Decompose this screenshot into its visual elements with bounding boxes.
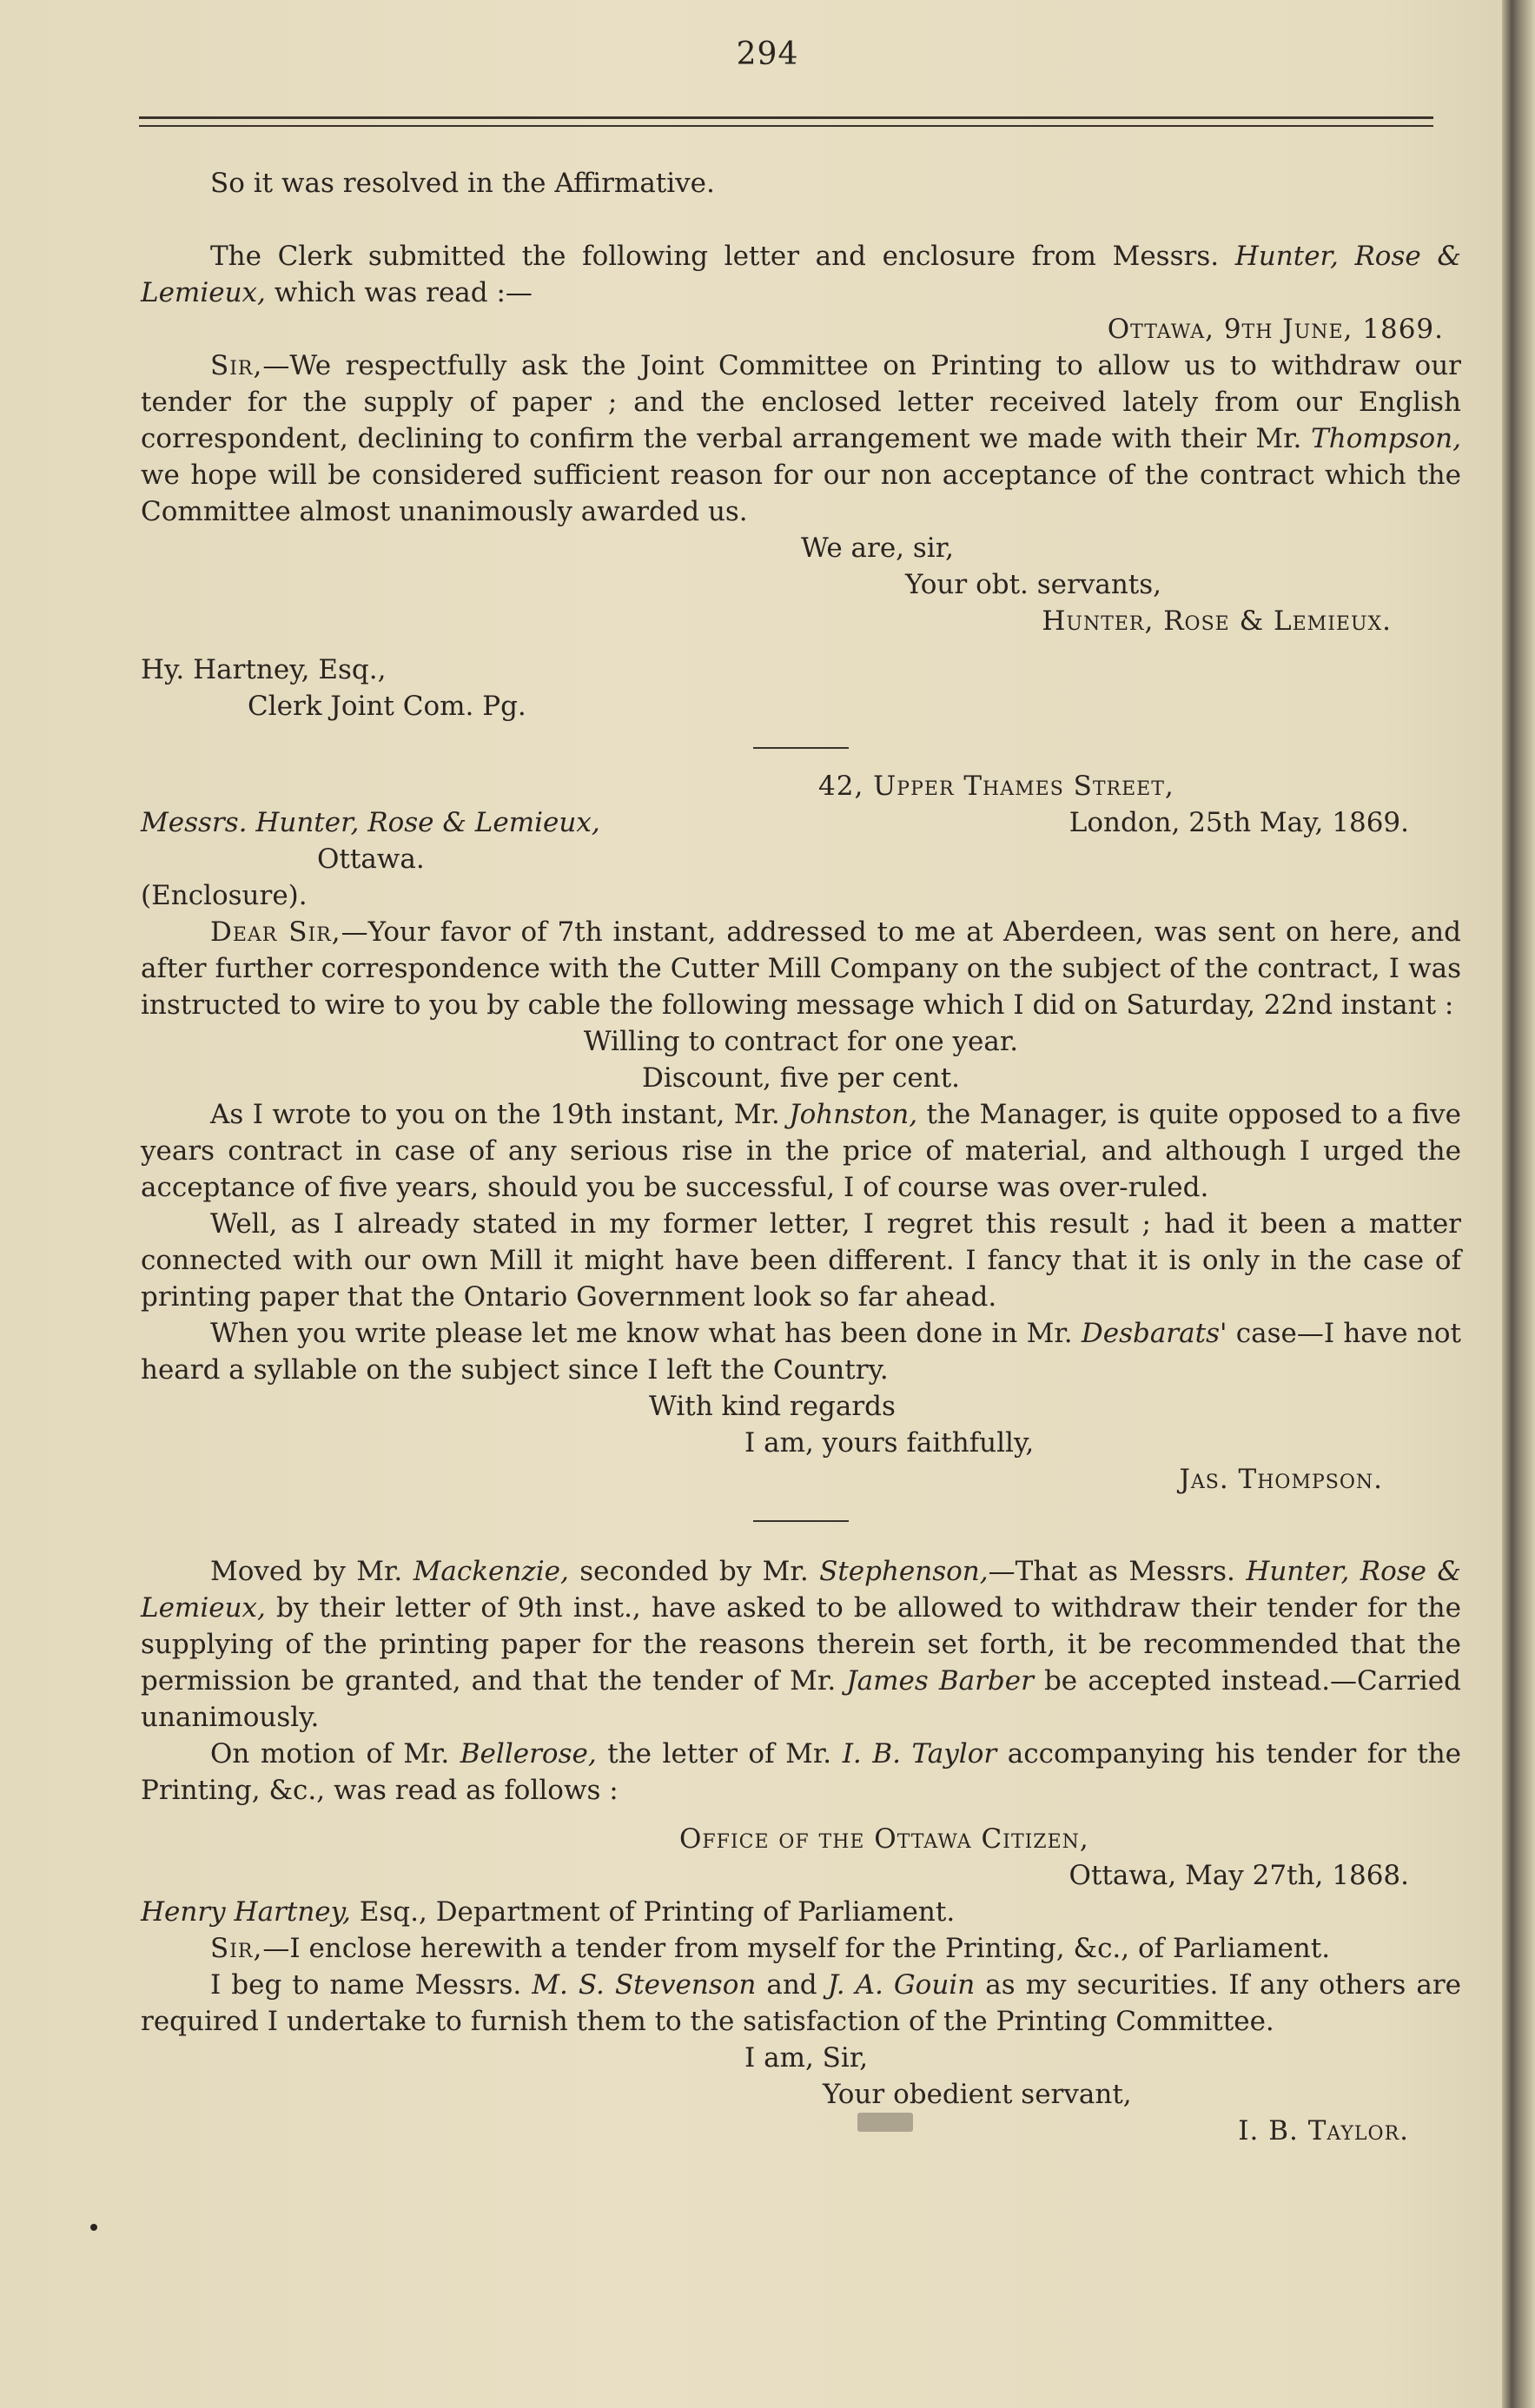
header-rule xyxy=(139,116,1433,119)
page-body xyxy=(141,165,1461,2149)
letter1-addressee-title: Clerk Joint Com. Pg. xyxy=(248,691,526,722)
letter1-addressee: Hy. Hartney, Esq., xyxy=(141,654,387,685)
letter1-signature: Hunter, Rose & Lemieux. xyxy=(1042,605,1392,637)
enclosure-closing-2: I am, yours faithfully, xyxy=(744,1427,1035,1459)
office-date: Ottawa, May 27th, 1868. xyxy=(1069,1860,1409,1891)
clerk-intro: The Clerk submitted the following letter and enclosure from Messrs. Hunter, Rose & Lemieux, which was read :— xyxy=(141,241,1462,308)
taylor-addressee: Henry Hartney, Esq., Department of Printing of Parliament. xyxy=(141,1896,956,1928)
enclosure-paragraph-4: When you write please let me know what has been done in Mr. Desbarats' case—I have not heard a syllable on the subject since I left the Country. xyxy=(141,1318,1461,1386)
london-date: London, 25th May, 1869. xyxy=(1069,807,1409,838)
taylor-letter-line-1: Sir,—I enclose herewith a tender from myself for the Printing, &c., of Parliament. xyxy=(210,1933,1331,1964)
taylor-closing-2: Your obedient servant, xyxy=(823,2079,1132,2110)
enclosure-closing-1: With kind regards xyxy=(649,1391,896,1422)
book-binding-edge xyxy=(1502,0,1535,2408)
motion-paragraph: Moved by Mr. Mackenzie, seconded by Mr. Stephenson,—That as Messrs. Hunter, Rose & Lemieux, by their letter of 9th inst., have asked to be allowed to withdraw their tender for the supplying of the printing paper for the reasons therein set forth, it be recommended that the permission be granted, and that the tender of Mr. James Barber be accepted instead.—Carried unanimously. xyxy=(141,1556,1461,1733)
ink-smudge xyxy=(857,2113,913,2132)
enclosure-paragraph-2: As I wrote to you on the 19th instant, Mr. Johnston, the Manager, is quite opposed to a five years contract in case of any serious rise in the price of material, and although I urged the acceptance of five years, should you be successful, I of course was over-ruled. xyxy=(141,1099,1461,1203)
enclosure-addressee: Messrs. Hunter, Rose & Lemieux, xyxy=(141,807,600,838)
letter1-date: Ottawa, 9th June, 1869. xyxy=(1107,314,1444,345)
enclosure-paragraph-1: Dear Sir,—Your favor of 7th instant, addressed to me at Aberdeen, was sent on here, and after further correspondence with the Cutter Mill Company on the subject of the contract, I was instructed to wire to you by cable the following message which I did on Saturday, 22nd instant : xyxy=(141,916,1461,1021)
addressee-city: Ottawa. xyxy=(317,843,425,875)
london-address: 42, Upper Thames Street, xyxy=(818,771,1174,802)
office-heading: Office of the Ottawa Citizen, xyxy=(679,1823,1089,1855)
page-number: 294 xyxy=(736,36,799,72)
taylor-closing-1: I am, Sir, xyxy=(744,2042,869,2074)
taylor-letter-line-2: I beg to name Messrs. M. S. Stevenson and J. A. Gouin as my securities. If any others are required I undertake to furnish them to the satisfaction of the Printing Committee. xyxy=(141,1969,1462,2037)
taylor-signature: I. B. Taylor. xyxy=(1238,2115,1409,2147)
letter1-closing-2: Your obt. servants, xyxy=(905,569,1161,600)
cable-message-1: Willing to contract for one year. xyxy=(583,1026,1019,1057)
letter1-closing-1: We are, sir, xyxy=(801,533,954,564)
margin-dot xyxy=(90,2224,97,2231)
letter1-body: Sir,—We respectfully ask the Joint Committee on Printing to allow us to withdraw our tender for the supply of paper ; and the enclosed letter received lately from our English correspondent, declining to confirm the verbal arrangement we made with their Mr. Thompson, we hope will be considered sufficient reason for our non acceptance of the contract which the Committee almost unanimously awarded us. xyxy=(141,350,1461,527)
header-rule-second xyxy=(139,125,1433,127)
resolution-line: So it was resolved in the Affirmative. xyxy=(210,168,715,199)
enclosure-signature: Jas. Thompson. xyxy=(1179,1464,1383,1495)
enclosure-label: (Enclosure). xyxy=(141,880,308,911)
enclosure-paragraph-3: Well, as I already stated in my former letter, I regret this result ; had it been a matter connected with our own Mill it might have been different. I fancy that it is only in the case of printing paper that the Ontario Government look so far ahead. xyxy=(141,1208,1461,1313)
taylor-motion-paragraph: On motion of Mr. Bellerose, the letter of Mr. I. B. Taylor accompanying his tender for the Printing, &c., was read as follows : xyxy=(141,1738,1462,1806)
cable-message-2: Discount, five per cent. xyxy=(641,1062,961,1094)
